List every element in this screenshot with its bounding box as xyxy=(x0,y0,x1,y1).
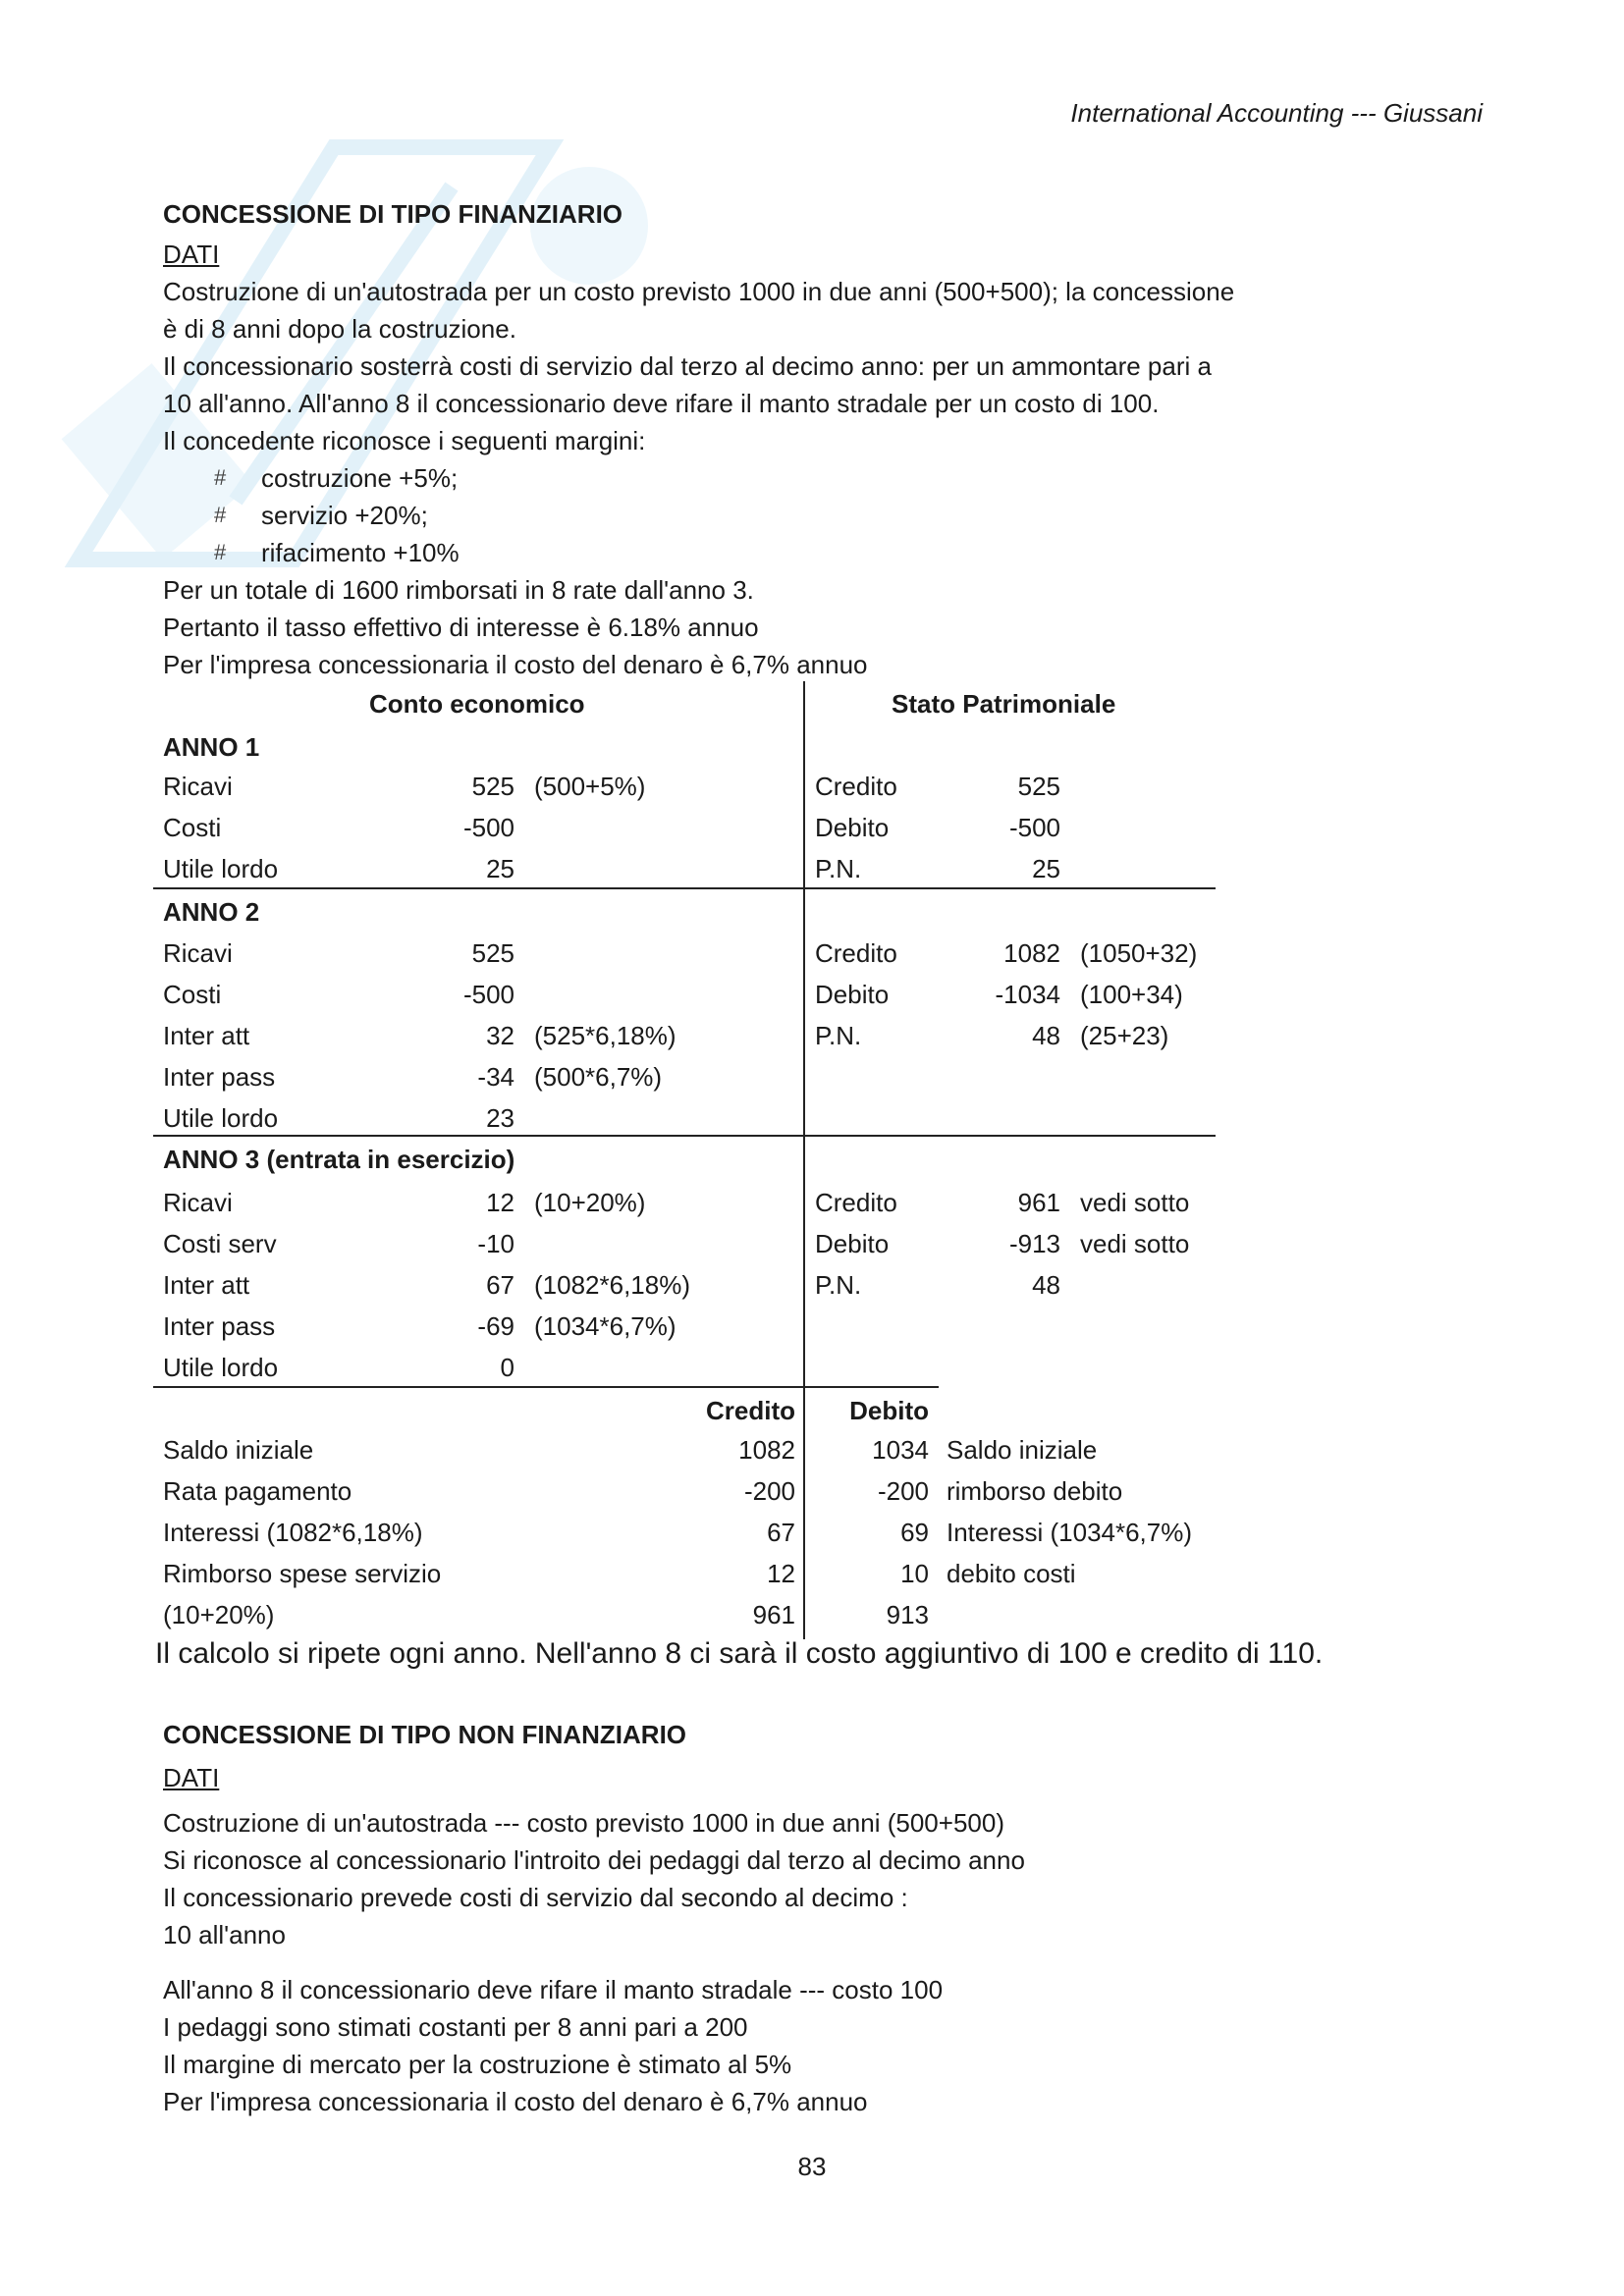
ce-value: 32 xyxy=(486,1021,514,1050)
bullet-item: servizio +20%; xyxy=(261,501,428,530)
sp-label: Debito xyxy=(815,1229,890,1258)
ce-value: 67 xyxy=(486,1270,514,1300)
section2-dati: DATI xyxy=(163,1763,220,1792)
section2-line: I pedaggi sono stimati costanti per 8 anni pari a 200 xyxy=(163,2012,748,2042)
section1-line: Il concedente riconosce i seguenti margini: xyxy=(163,426,646,455)
section1-dati: DATI xyxy=(163,240,220,269)
ledger-debito: 69 xyxy=(900,1518,929,1547)
section1-line: 10 all'anno. All'anno 8 il concessionario deve rifare il manto stradale per un costo di 100. xyxy=(163,389,1160,418)
ledger-debito: -200 xyxy=(877,1476,929,1506)
sp-value: 48 xyxy=(1032,1270,1060,1300)
page-number: 83 xyxy=(797,2152,827,2181)
table-vertical-rule xyxy=(803,681,805,1390)
ce-label: Inter att xyxy=(163,1270,250,1300)
ce-value: -69 xyxy=(477,1311,514,1341)
sp-note: (1050+32) xyxy=(1080,938,1198,968)
ce-note: (500*6,7%) xyxy=(534,1062,663,1092)
ce-label: Costi xyxy=(163,813,222,842)
bullet-item: rifacimento +10% xyxy=(261,538,460,567)
ce-header: Conto economico xyxy=(369,689,585,719)
sp-label: P.N. xyxy=(815,854,862,883)
hash-bullet-icon: # xyxy=(214,503,227,527)
section1-line: Per un totale di 1600 rimborsati in 8 rate dall'anno 3. xyxy=(163,575,754,605)
sp-note: (100+34) xyxy=(1080,980,1183,1009)
sp-label: Debito xyxy=(815,813,890,842)
ledger-debito: 10 xyxy=(900,1559,929,1588)
ledger-label: (10+20%) xyxy=(163,1600,275,1629)
ce-label: Inter pass xyxy=(163,1062,276,1092)
ce-label: Inter pass xyxy=(163,1311,276,1341)
anno-title: ANNO 2 xyxy=(163,897,260,927)
sp-value: 25 xyxy=(1032,854,1060,883)
ledger-label: Interessi (1082*6,18%) xyxy=(163,1518,423,1547)
section1-line: è di 8 anni dopo la costruzione. xyxy=(163,314,516,344)
ce-label: Ricavi xyxy=(163,938,233,968)
sp-header: Stato Patrimoniale xyxy=(892,689,1116,719)
section1-line: Il concessionario sosterrà costi di servizio dal terzo al decimo anno: per un ammontare pari a xyxy=(163,351,1212,381)
section1-line: Per l'impresa concessionaria il costo del denaro è 6,7% annuo xyxy=(163,650,868,679)
sp-value: 48 xyxy=(1032,1021,1060,1050)
sp-value: -1034 xyxy=(995,980,1060,1009)
ledger-credito: 961 xyxy=(752,1600,795,1629)
section2-line: All'anno 8 il concessionario deve rifare il manto stradale --- costo 100 xyxy=(163,1975,944,2004)
sp-label: Debito xyxy=(815,980,890,1009)
section2-title: CONCESSIONE DI TIPO NON FINANZIARIO xyxy=(163,1720,687,1749)
hash-bullet-icon: # xyxy=(214,540,227,564)
ledger-credito: -200 xyxy=(743,1476,795,1506)
sp-note: vedi sotto xyxy=(1080,1229,1190,1258)
section2-line: Il margine di mercato per la costruzione è stimato al 5% xyxy=(163,2050,792,2079)
section2-line: 10 all'anno xyxy=(163,1920,286,1949)
ce-label: Costi xyxy=(163,980,222,1009)
section2-line: Per l'impresa concessionaria il costo del denaro è 6,7% annuo xyxy=(163,2087,868,2116)
ce-note: (1082*6,18%) xyxy=(534,1270,690,1300)
page-header: International Accounting --- Giussani xyxy=(1070,98,1483,128)
ce-label: Inter att xyxy=(163,1021,250,1050)
sp-value: 1082 xyxy=(1003,938,1060,968)
ledger-credito: 67 xyxy=(767,1518,795,1547)
ce-label: Costi serv xyxy=(163,1229,277,1258)
ledger-right-label: Saldo iniziale xyxy=(947,1435,1098,1465)
sp-label: Credito xyxy=(815,938,897,968)
table-rule xyxy=(153,887,1216,889)
ledger-right-label: rimborso debito xyxy=(947,1476,1123,1506)
ledger-credito: 1082 xyxy=(738,1435,795,1465)
ledger-debito: 1034 xyxy=(872,1435,929,1465)
ledger-right-label: debito costi xyxy=(947,1559,1076,1588)
ce-value: 0 xyxy=(500,1353,514,1382)
ce-value: -10 xyxy=(477,1229,514,1258)
ledger-credito-header: Credito xyxy=(706,1396,795,1425)
section2-line: Il concessionario prevede costi di servizio dal secondo al decimo : xyxy=(163,1883,908,1912)
ce-label: Utile lordo xyxy=(163,1103,279,1133)
section1-line: Costruzione di un'autostrada per un costo previsto 1000 in due anni (500+500); la concessione xyxy=(163,277,1235,306)
ce-value: 25 xyxy=(486,854,514,883)
ledger-label: Saldo iniziale xyxy=(163,1435,314,1465)
sp-label: Credito xyxy=(815,772,897,801)
section1-line: Pertanto il tasso effettivo di interesse è 6.18% annuo xyxy=(163,613,759,642)
ledger-right-label: Interessi (1034*6,7%) xyxy=(947,1518,1193,1547)
section1-title: CONCESSIONE DI TIPO FINANZIARIO xyxy=(163,199,623,229)
bullet-item: costruzione +5%; xyxy=(261,463,459,493)
ce-note: (1034*6,7%) xyxy=(534,1311,677,1341)
ce-value: -500 xyxy=(462,980,514,1009)
ce-value: 23 xyxy=(486,1103,514,1133)
ce-label: Ricavi xyxy=(163,772,233,801)
sp-value: -500 xyxy=(1008,813,1060,842)
ce-value: 525 xyxy=(471,772,514,801)
table-rule xyxy=(153,1135,1216,1137)
ce-label: Utile lordo xyxy=(163,1353,279,1382)
ce-label: Ricavi xyxy=(163,1188,233,1217)
anno-title: ANNO 1 xyxy=(163,732,260,762)
anno-title: ANNO 3 (entrata in esercizio) xyxy=(163,1145,515,1174)
ledger-credito: 12 xyxy=(767,1559,795,1588)
section2-line: Costruzione di un'autostrada --- costo previsto 1000 in due anni (500+500) xyxy=(163,1808,1004,1838)
ledger-debito-header: Debito xyxy=(849,1396,929,1425)
ledger-label: Rimborso spese servizio xyxy=(163,1559,442,1588)
ce-value: 525 xyxy=(471,938,514,968)
ledger-debito: 913 xyxy=(886,1600,929,1629)
sp-value: 525 xyxy=(1017,772,1060,801)
sp-note: (25+23) xyxy=(1080,1021,1169,1050)
closing-note: Il calcolo si ripete ogni anno. Nell'anno 8 ci sarà il costo aggiuntivo di 100 e credito di 110. xyxy=(155,1637,1324,1670)
ce-note: (10+20%) xyxy=(534,1188,646,1217)
ce-note: (525*6,18%) xyxy=(534,1021,677,1050)
ledger-label: Rata pagamento xyxy=(163,1476,352,1506)
ce-value: -500 xyxy=(462,813,514,842)
section2-line: Si riconosce al concessionario l'introito dei pedaggi dal terzo al decimo anno xyxy=(163,1845,1025,1875)
ce-label: Utile lordo xyxy=(163,854,279,883)
sp-label: P.N. xyxy=(815,1021,862,1050)
sp-value: 961 xyxy=(1017,1188,1060,1217)
sp-label: Credito xyxy=(815,1188,897,1217)
table-rule xyxy=(153,1386,939,1388)
sp-value: -913 xyxy=(1008,1229,1060,1258)
hash-bullet-icon: # xyxy=(214,465,227,490)
sp-label: P.N. xyxy=(815,1270,862,1300)
ce-value: -34 xyxy=(477,1062,514,1092)
sp-note: vedi sotto xyxy=(1080,1188,1190,1217)
ce-note: (500+5%) xyxy=(534,772,646,801)
ce-value: 12 xyxy=(486,1188,514,1217)
